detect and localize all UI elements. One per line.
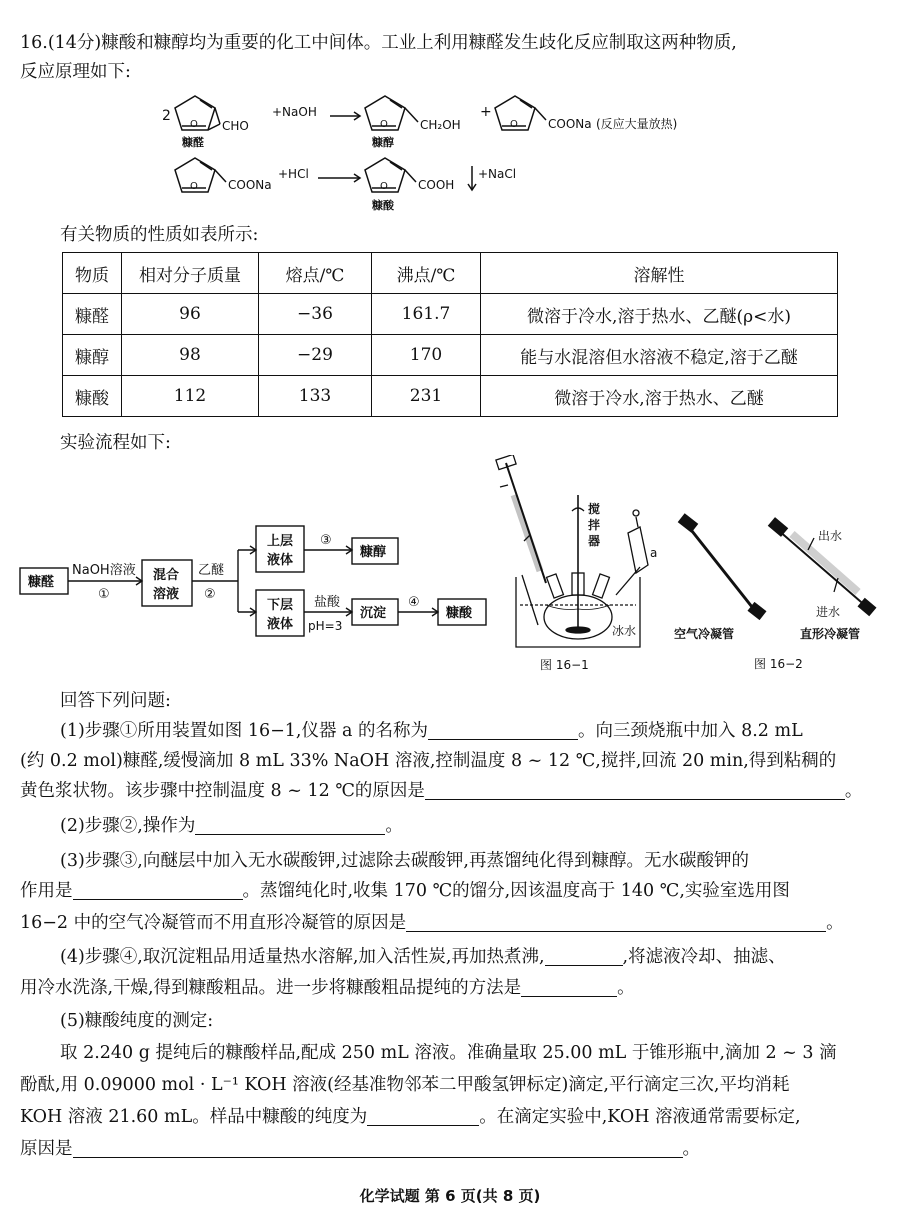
furfural-name: 糠醛: [182, 136, 204, 149]
answer-blank[interactable]: [545, 947, 623, 966]
step2-number: ②: [204, 587, 216, 602]
table-cell: 98: [122, 335, 259, 376]
step4-number: ④: [408, 595, 420, 610]
water-in-label: 进水: [816, 605, 841, 619]
q1-line1: (1)步骤①所用装置如图 16−1,仪器 a 的名称为 。向三颈烧瓶中加入 8.2 mL: [60, 721, 803, 741]
table-cell: 170: [372, 335, 481, 376]
stirrer-label-1: 搅: [588, 502, 601, 516]
q1-line2: (约 0.2 mol)糠醛,缓慢滴加 8 mL 33% NaOH 溶液,控制温度 8 ~ 12 ℃,搅拌,回流 20 min,得到粘稠的: [20, 751, 837, 771]
figure-16-2-caption: 图 16−2: [754, 657, 803, 671]
coona-label-1: COONa: [548, 117, 592, 131]
answer-blank[interactable]: [367, 1107, 479, 1126]
precipitate-label: 沉淀: [360, 606, 387, 621]
table-cell: 231: [372, 376, 481, 417]
q5-line4: 原因是 。: [20, 1139, 700, 1159]
table-header: 物质: [63, 253, 122, 294]
hcl-reagent: +HCl: [278, 167, 309, 181]
q5-line1: 取 2.240 g 提纯后的糠酸样品,配成 250 mL 溶液。准确量取 25.00 mL 于锥形瓶中,滴加 2 ~ 3 滴: [60, 1043, 837, 1063]
naoh-reagent: +NaOH: [272, 105, 317, 119]
table-cell: 161.7: [372, 294, 481, 335]
step1-number: ①: [98, 587, 110, 602]
answer-blank[interactable]: [73, 881, 243, 900]
table-header-row: [63, 253, 838, 294]
oxygen-label: O: [380, 119, 388, 130]
table-row: [63, 294, 838, 335]
q5-line2: 酚酞,用 0.09000 mol · L⁻¹ KOH 溶液(经基准物邻苯二甲酸氢钾标定)滴定,平行滴定三次,平均消耗: [20, 1075, 790, 1095]
table-cell: −36: [259, 294, 372, 335]
lower-label-1: 下层: [267, 598, 294, 613]
figure-16-1-apparatus: [488, 455, 668, 677]
label-a: a: [650, 546, 658, 560]
upper-label-2: 液体: [267, 553, 294, 568]
acid-reagent-label: 盐酸: [314, 595, 341, 610]
q1-line3: 黄色浆状物。该步骤中控制温度 8 ~ 12 ℃的原因是 。: [20, 781, 863, 801]
ice-water-label: 冰水: [612, 624, 637, 638]
answer-blank[interactable]: [195, 816, 385, 835]
flow-chart: [18, 510, 498, 650]
table-cell: 糠醛: [63, 294, 122, 335]
properties-table: [62, 252, 838, 417]
q3-line2: 作用是 。蒸馏纯化时,收集 170 ℃的馏分,因该温度高于 140 ℃,实验室选用图: [20, 881, 790, 901]
plus-sign: +: [480, 104, 492, 120]
oxygen-label: O: [510, 119, 518, 130]
nacl-label: +NaCl: [478, 167, 517, 181]
cooh-label: COOH: [418, 178, 455, 192]
figure-16-1-caption: 图 16−1: [540, 658, 589, 672]
stirrer-label-3: 器: [588, 534, 601, 548]
answer-intro: 回答下列问题:: [60, 691, 171, 711]
answer-blank[interactable]: [406, 913, 826, 932]
table-row: [63, 335, 838, 376]
table-cell: 133: [259, 376, 372, 417]
table-cell: 112: [122, 376, 259, 417]
answer-blank[interactable]: [73, 1139, 683, 1158]
table-header: 沸点/℃: [372, 253, 481, 294]
table-cell: 能与水混溶但水溶液不稳定,溶于乙醚: [481, 335, 838, 376]
coona-label-2: COONa: [228, 178, 272, 192]
q3-line1: (3)步骤③,向醚层中加入无水碳酸钾,过滤除去碳酸钾,再蒸馏纯化得到糠醇。无水碳酸钾的: [60, 851, 749, 871]
coefficient-2: 2: [162, 108, 171, 124]
q3-line3: 16−2 中的空气冷凝管而不用直形冷凝管的原因是 。: [20, 913, 844, 933]
mix-label-2: 溶液: [153, 587, 180, 602]
page-footer: 化学试题 第 6 页(共 8 页): [359, 1187, 541, 1205]
table-row: [63, 376, 838, 417]
answer-blank[interactable]: [428, 721, 578, 740]
q4-line2: 用冷水洗涤,干燥,得到糠酸粗品。进一步将糠酸粗品提纯的方法是 。: [20, 978, 635, 998]
q5-line3: KOH 溶液 21.60 mL。样品中糠酸的纯度为 。在滴定实验中,KOH 溶液通常需要标定,: [20, 1107, 801, 1127]
dropping-funnel-a: [628, 527, 648, 573]
flow-start-label: 糠醛: [28, 575, 55, 590]
cho-label: CHO: [222, 119, 249, 133]
acid-product-label: 糠酸: [446, 606, 473, 621]
water-out-label: 出水: [818, 529, 843, 543]
table-header: 熔点/℃: [259, 253, 372, 294]
acid-name: 糠酸: [372, 199, 394, 212]
oxygen-label: O: [380, 181, 388, 192]
table-cell: 糠酸: [63, 376, 122, 417]
alcohol-product-label: 糠醇: [360, 545, 387, 560]
table-cell: 96: [122, 294, 259, 335]
reaction-note: (反应大量放热): [596, 117, 678, 131]
answer-blank[interactable]: [521, 978, 617, 997]
table-cell: 微溶于冷水,溶于热水、乙醚: [481, 376, 838, 417]
oxygen-label: O: [190, 119, 198, 130]
q5-title: (5)糠酸纯度的测定:: [60, 1011, 214, 1031]
question-header: 16.(14分)糠酸和糠醇均为重要的化工中间体。工业上利用糠醛发生歧化反应制取这两种物质,: [20, 33, 737, 53]
air-condenser: [688, 526, 756, 612]
figure-16-2-condensers: [668, 512, 890, 677]
table-header: 相对分子质量: [122, 253, 259, 294]
q2-line: (2)步骤②,操作为 。: [60, 816, 403, 836]
step1-reagent: NaOH溶液: [72, 563, 136, 578]
oxygen-label: O: [190, 181, 198, 192]
upper-label-1: 上层: [267, 534, 294, 549]
ph-label: pH=3: [308, 619, 343, 633]
ch2oh-label: CH₂OH: [420, 118, 461, 132]
reaction-scheme: [160, 86, 760, 216]
straight-condenser-label: 直形冷凝管: [800, 627, 861, 641]
answer-blank[interactable]: [425, 781, 845, 800]
stirrer-label-2: 拌: [588, 518, 601, 532]
step3-number: ③: [320, 533, 332, 548]
lower-label-2: 液体: [267, 617, 294, 632]
step2-reagent: 乙醚: [198, 563, 225, 578]
table-cell: 微溶于冷水,溶于热水、乙醚(ρ<水): [481, 294, 838, 335]
flow-intro: 实验流程如下:: [60, 433, 171, 453]
table-cell: −29: [259, 335, 372, 376]
question-header-cont: 反应原理如下:: [20, 62, 131, 82]
table-intro: 有关物质的性质如表所示:: [60, 225, 259, 245]
mix-label-1: 混合: [153, 568, 180, 583]
table-cell: 糠醇: [63, 335, 122, 376]
alcohol-name: 糠醇: [372, 136, 394, 149]
air-condenser-label: 空气冷凝管: [674, 627, 735, 641]
q4-line1: (4)步骤④,取沉淀粗品用适量热水溶解,加入活性炭,再加热煮沸, ,将滤液冷却、抽滤、: [60, 947, 786, 967]
table-header: 溶解性: [481, 253, 838, 294]
